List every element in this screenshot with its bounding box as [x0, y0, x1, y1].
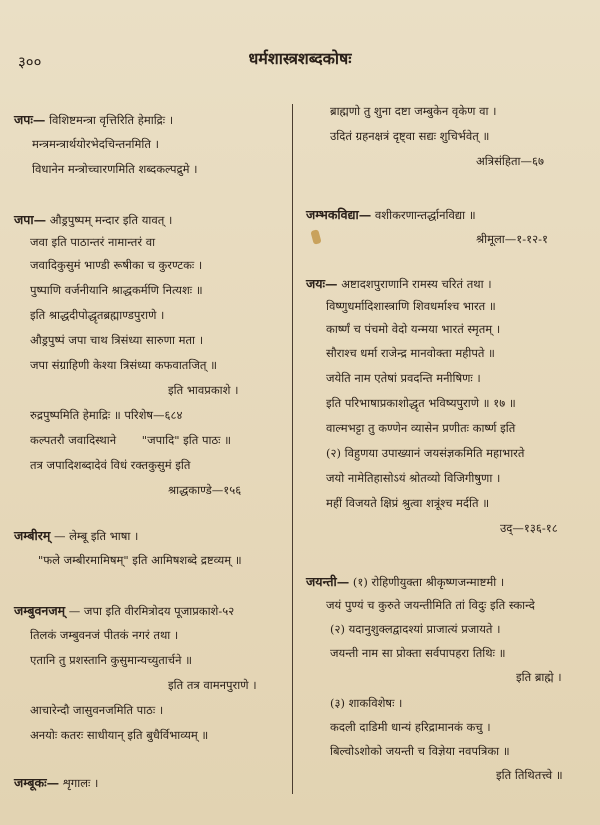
text-part: कल्पतरौ जवादिस्थाने — [30, 433, 117, 447]
text-line: (२) यदानुशुक्लद्वादश्यां प्राजात्यं प्रजायते । — [330, 622, 501, 636]
entry-japa2 — [14, 212, 172, 228]
text-line: वशीकरणान्तर्द्धानविद्या ॥ — [374, 208, 476, 222]
text-line — [30, 433, 231, 448]
citation: इति तिथितत्त्वे ॥ — [496, 768, 563, 782]
entry-japa — [14, 112, 173, 128]
text-line: जयन्ती नाम सा प्रोक्ता सर्वपापहरा तिथिः ॥ — [330, 646, 506, 660]
text-line: तिलकं जम्बुवनजं पीतकं नगरं तथा । — [30, 628, 179, 642]
headword: जम्भकविद्या— — [306, 207, 372, 222]
text-line: विशिष्टमन्त्रा वृत्तिरिति हेमाद्रिः । — [49, 113, 174, 127]
text-part: "जपादि" इति पाठः ॥ — [141, 433, 232, 447]
headword: जयन्ती— — [306, 574, 350, 589]
text-line: बिल्वोऽशोको जयन्ती च विज्ञेया नवपत्रिका ॥ — [330, 744, 510, 758]
citation: श्राद्धकाण्डे—१५६ — [168, 483, 242, 497]
text-line: जपा संग्राहिणी केश्या त्रिसंध्या कफवातजित् ॥ — [30, 358, 217, 372]
text-line: — जपा इति वीरमित्रोदय पूजाप्रकाशे-५२ — [68, 604, 235, 618]
text-line: महीं विजयते क्षिप्रं श्रुत्वा शत्रूंश्च मर्दति ॥ — [326, 496, 490, 510]
text-line: शृगालः । — [62, 776, 99, 790]
entry-jambuvana — [14, 603, 234, 619]
text-line: (१) रोहिणीयुक्ता श्रीकृष्णजन्माष्टमी । — [352, 575, 505, 589]
text-line: कदली दाडिमी धान्यं हरिद्रामानकं कचु । — [330, 720, 491, 734]
headword: जम्बूकः— — [14, 775, 60, 790]
text-line: तत्र जपादिशब्दादेवं विधं रक्तकुसुमं इति — [30, 458, 191, 472]
citation: इति तत्र वामनपुराणे । — [168, 678, 257, 692]
page-number: ३०० — [18, 53, 42, 71]
text-line: सौराश्च धर्मा राजेन्द्र मानवोक्ता महीपते ॥ — [326, 346, 495, 360]
citation: अत्रिसंहिता—६७ — [476, 154, 544, 168]
citation: उद्—१३६-१८ — [500, 521, 558, 535]
text-line: अष्टादशपुराणानि रामस्य चरितं तथा । — [341, 277, 492, 291]
text-line: अनयोः कतरः साधीयान् इति बुधैर्विभाव्यम् ॥ — [30, 728, 209, 742]
entry-jambuka — [14, 775, 98, 791]
text-line: मन्त्रमन्त्रार्थयोरभेदचिन्तनमिति । — [32, 137, 159, 151]
text-line: उदितं ग्रहनक्षत्रं दृष्ट्वा सद्यः शुचिर्भवेत् ॥ — [330, 129, 490, 143]
headword: जम्बुवनजम् — [14, 603, 66, 618]
entry-jaya — [306, 276, 492, 292]
entry-jambhaka — [306, 207, 476, 223]
paper-mark — [310, 229, 321, 245]
text-line: कार्ष्णं च पंचमो वेदो यन्मया भारतं स्मृतम् । — [326, 322, 501, 336]
column-divider — [292, 104, 293, 794]
text-line: औड्रपुष्पं जपा चाथ त्रिसंध्या सारुणा मता । — [30, 333, 204, 347]
text-line: जवादिकुसुमं भाण्डी रूषीका च कुरण्टकः । — [30, 258, 203, 272]
text-line: विष्णुधर्मादिशास्त्राणि शिवधर्माश्च भारत ॥ — [326, 299, 496, 313]
text-line: जयं पुण्यं च कुरुते जयन्तीमिति तां विदुः इति स्कान्दे — [326, 598, 535, 612]
text-line: पुष्पाणि वर्जनीयानि श्राद्धकर्मणि नित्यशः ॥ — [30, 283, 203, 297]
headword: जम्बीरम् — [14, 528, 51, 543]
entry-jayanti — [306, 574, 504, 590]
citation: श्रीमूला—१-१२-१ — [476, 232, 548, 246]
text-line: रुद्रपुष्पमिति हेमाद्रिः ॥ परिशेष—६८४ — [30, 408, 183, 422]
text-line: औड्रपुष्पम् मन्दार इति यावत् । — [49, 213, 173, 227]
text-line: (३) शाकविशेषः । — [330, 696, 403, 710]
text-line: आचारेन्दौ जासुवनजमिति पाठः । — [30, 703, 164, 717]
page-title: धर्मशास्त्रशब्दकोषः — [248, 49, 352, 68]
headword: जपः— — [14, 112, 46, 127]
text-line: एतानि तु प्रशस्तानि कुसुमान्यच्युतार्चने ॥ — [30, 653, 193, 667]
text-line: वाल्मभट्टा तु कण्णेन व्यासेन प्रणीतः कार्ष्ण इति — [326, 421, 516, 435]
text-line: (२) विहुणया उपाख्यानं जयसंज्ञकमिति महाभारते — [326, 446, 525, 460]
citation: इति भावप्रकाशे । — [168, 383, 239, 397]
text-line: विधानेन मन्त्रोच्चारणमिति शब्दकल्पद्रुमे । — [32, 162, 198, 176]
text-line: — लेम्बू इति भाषा । — [53, 529, 139, 543]
citation: इति ब्राह्मे । — [516, 670, 562, 684]
text-line: "फले जम्बीरमामिषम्" इति आमिषशब्दे द्रष्टव्यम् ॥ — [38, 553, 242, 567]
headword: जपा— — [14, 212, 47, 227]
text-line: ब्राह्मणो तु शुना दष्टा जम्बुकेन वृकेण वा । — [330, 104, 497, 118]
text-line: जवा इति पाठान्तरं नामान्तरं वा — [30, 235, 156, 249]
text-line: इति परिभाषाप्रकाशोद्धृत भविष्यपुराणे ॥ १७ ॥ — [326, 396, 516, 410]
entry-jambira — [14, 528, 138, 544]
headword: जयः— — [306, 276, 338, 291]
text-line: जयेति नाम एतेषां प्रवदन्ति मनीषिणः । — [326, 371, 481, 385]
text-line: जयो नामेतिहासोऽयं श्रोतव्यो विजिगीषुणा । — [326, 471, 501, 485]
text-line: इति श्राद्धदीपोद्धृतब्रह्माण्डपुराणे । — [30, 308, 165, 322]
